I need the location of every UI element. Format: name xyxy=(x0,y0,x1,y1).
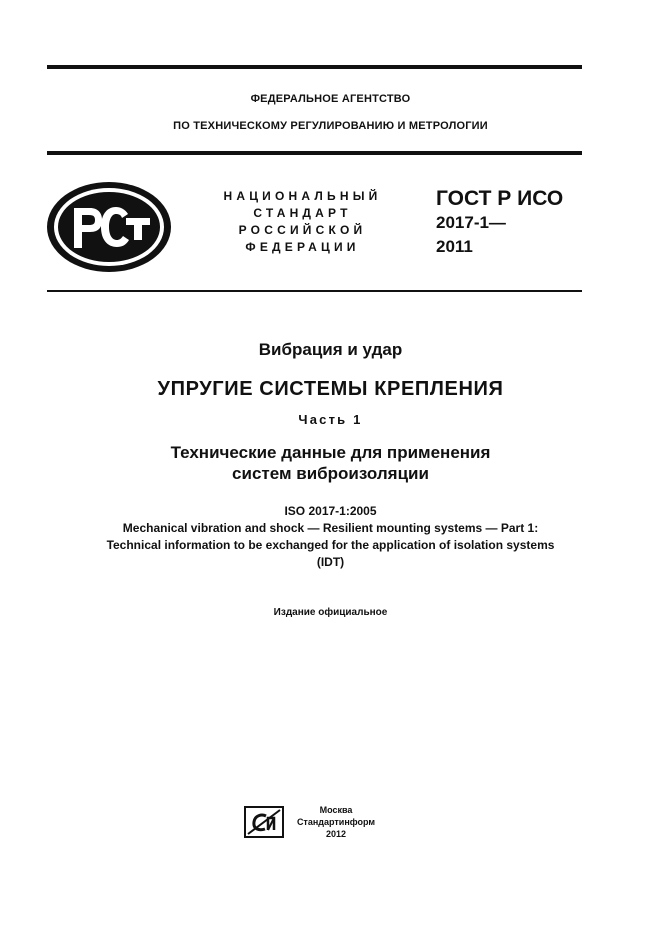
document-title: УПРУГИЕ СИСТЕМЫ КРЕПЛЕНИЯ xyxy=(157,378,504,400)
subtitle-line-2: систем виброизоляции xyxy=(232,464,429,483)
document-subject: Вибрация и удар xyxy=(258,340,403,359)
designation-year: 2011 xyxy=(436,237,473,256)
national-line: НАЦИОНАЛЬНЫЙ xyxy=(223,189,382,203)
publisher-city: Москва xyxy=(319,805,353,815)
standard-line: СТАНДАРТ xyxy=(253,206,352,220)
agency-subtitle: ПО ТЕХНИЧЕСКОМУ РЕГУЛИРОВАНИЮ И МЕТРОЛОГИИ xyxy=(173,120,488,132)
identity-marker: (IDT) xyxy=(316,555,345,569)
standard-designation xyxy=(436,187,563,259)
national-standard-label xyxy=(205,188,400,256)
part-number: Часть 1 xyxy=(298,412,363,427)
english-title-line-1: Mechanical vibration and shock — Resilient mounting systems — Part 1: xyxy=(122,521,539,535)
russian-line: РОССИЙСКОЙ xyxy=(238,223,367,237)
publisher-name: Стандартинформ xyxy=(296,817,376,827)
federation-line: ФЕДЕРАЦИИ xyxy=(245,240,360,254)
edition-label: Издание официальное xyxy=(273,607,388,618)
designation-number: 2017-1— xyxy=(436,213,506,232)
top-rule xyxy=(47,65,582,69)
agency-name: ФЕДЕРАЛЬНОЕ АГЕНТСТВО xyxy=(250,93,411,105)
title-rule xyxy=(47,290,582,292)
publication-year: 2012 xyxy=(325,829,347,839)
designation-prefix: ГОСТ Р ИСО xyxy=(436,187,564,210)
rst-logo xyxy=(46,180,174,274)
subtitle-line-1: Технические данные для применения xyxy=(170,443,491,462)
publisher-block xyxy=(294,804,378,840)
iso-reference: ISO 2017-1:2005 xyxy=(284,504,377,518)
header-rule xyxy=(47,151,582,155)
standartinform-logo xyxy=(244,806,284,838)
english-title-line-2: Technical information to be exchanged for the application of isolation systems xyxy=(106,538,555,552)
